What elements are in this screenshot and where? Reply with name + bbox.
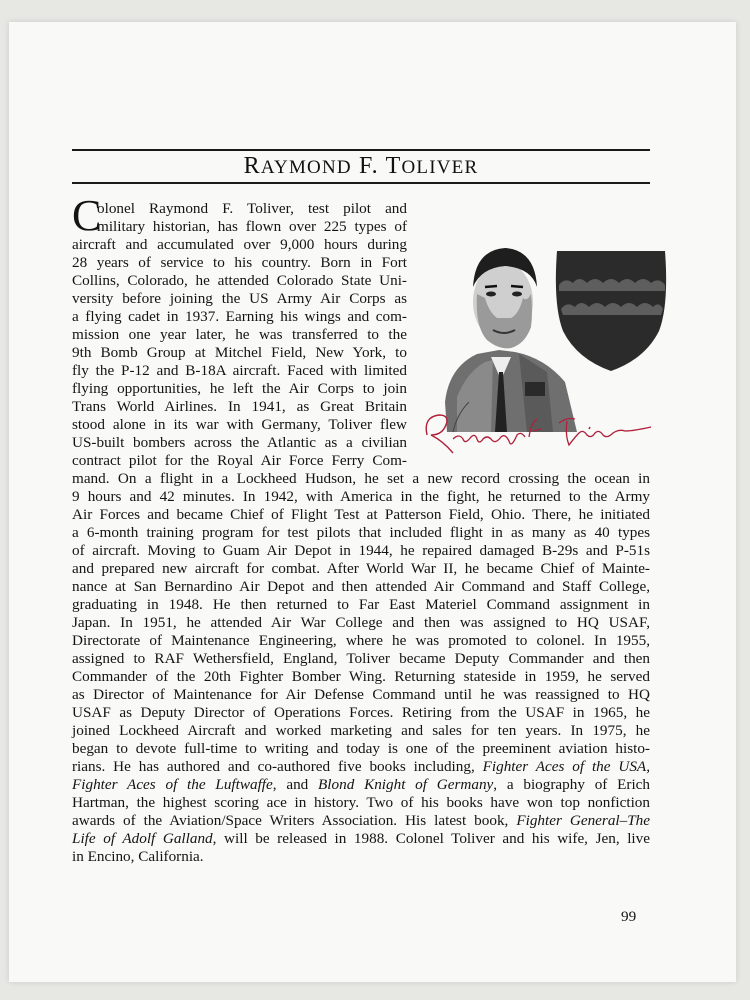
body-line: Air Forces and became Chief of Flight Test at Patterson Field, Ohio. There, he initiated (72, 506, 650, 523)
body-line (72, 776, 650, 794)
body-line: Collins, Colorado, he attended Colorado State Uni- (72, 272, 407, 289)
body-line: stood alone in its war with Germany, Toliver flew (72, 416, 407, 433)
book-title: Blond Knight of Germany (318, 776, 494, 793)
body-line: of aircraft. Moving to Guam Air Depot in 1944, he repaired damaged B-29s and P-51s (72, 542, 650, 559)
body-line: Japan. In 1951, he attended Air War College and then was assigned to HQ USAF, (72, 614, 650, 631)
title-middle-initial: F. (359, 153, 379, 179)
text-run: , and (272, 776, 319, 793)
title-initial: R (243, 153, 261, 179)
text-run: , will be released in 1988. Colonel Toliver and his wife, Jen, live (212, 830, 650, 847)
body-line: flying opportunities, he left the Air Corps to join (72, 380, 407, 397)
body-line: mission one year later, he was transferred to the (72, 326, 407, 343)
title-first-name: AYMOND (260, 157, 352, 178)
signature (419, 405, 654, 465)
body-line: USAF as Deputy Director of Operations Forces. Retiring from the USAF in 1965, he (72, 704, 650, 721)
body-line: aircraft and accumulated over 9,000 hours during (72, 236, 407, 253)
title-last-name: OLIVER (401, 157, 479, 178)
body-line: Hartman, the highest scoring ace in history. Two of his books have won top nonfiction (72, 794, 650, 811)
body-line: contract pilot for the Royal Air Force Ferry Com- (72, 452, 407, 469)
book-title: Fighter General–The (516, 812, 651, 829)
body-line: a 6-month training program for test pilots that included flight in as many as 40 types (72, 524, 650, 541)
body-line: olonel Raymond F. Toliver, test pilot and (97, 200, 407, 217)
drop-cap: C (72, 191, 102, 240)
book-title: Fighter Aces of the Luftwaffe (72, 776, 273, 793)
body-line: 28 years of service to his country. Born in Fort (72, 254, 407, 271)
body-line: 9th Bomb Group at Mitchel Field, New York, to (72, 344, 407, 361)
text-run: rians. He has authored and co-authored five books including, (72, 758, 483, 775)
body-line: Commander of the 20th Fighter Bomber Wing. Returning stateside in 1959, he served (72, 668, 650, 685)
body-line: joined Lockheed Aircraft and worked marketing and sales for ten years. In 1975, he (72, 722, 650, 739)
title-last-initial: T (385, 153, 402, 179)
body-line: nance at San Bernardino Air Depot and then attended Air Command and Staff College, (72, 578, 650, 595)
text-run: awards of the Aviation/Space Writers Association. His latest book, (72, 812, 517, 829)
body-line: versity before joining the US Army Air Corps as (72, 290, 407, 307)
text-run: , a biography of Erich (493, 776, 650, 793)
book-title: Fighter Aces of the USA, (482, 758, 650, 775)
book-title: Life of Adolf Galland (72, 830, 213, 847)
body-line: military historian, has flown over 225 types of (97, 218, 407, 235)
body-line: as Director of Maintenance for Air Defense Command until he was reassigned to HQ (72, 686, 650, 703)
body-line: a flying cadet in 1937. Earning his wings and com- (72, 308, 407, 325)
body-line: graduating in 1948. He then returned to Far East Materiel Command assignment in (72, 596, 650, 613)
body-line: mand. On a flight in a Lockheed Hudson, he set a new record crossing the ocean in (72, 470, 650, 487)
title-rule-bottom (72, 182, 650, 184)
body-line (72, 830, 650, 848)
body-line: Directorate of Maintenance Engineering, where he was promoted to colonel. In 1955, (72, 632, 650, 649)
page-number: 99 (621, 908, 637, 925)
body-line: assigned to RAF Wethersfield, England, Toliver became Deputy Commander and then (72, 650, 650, 667)
body-line: fly the P-12 and B-18A aircraft. Faced with limited (72, 362, 407, 379)
body-line (72, 812, 650, 830)
shield-emblem (549, 245, 673, 373)
body-line: and prepared new aircraft for combat. After World War II, he became Chief of Mainte- (72, 560, 650, 577)
body-line: began to devote full-time to writing and today is one of the preeminent aviation histo- (72, 740, 650, 757)
body-line: in Encino, California. (72, 848, 204, 865)
body-line: 9 hours and 42 minutes. In 1942, with America in the fight, he returned to the Army (72, 488, 650, 505)
page-title (72, 150, 650, 182)
page-sheet (9, 22, 736, 982)
body-line: Trans World Airlines. In 1941, as Great Britain (72, 398, 407, 415)
body-line (72, 758, 650, 776)
body-line: US-built bombers across the Atlantic as a civilian (72, 434, 407, 451)
